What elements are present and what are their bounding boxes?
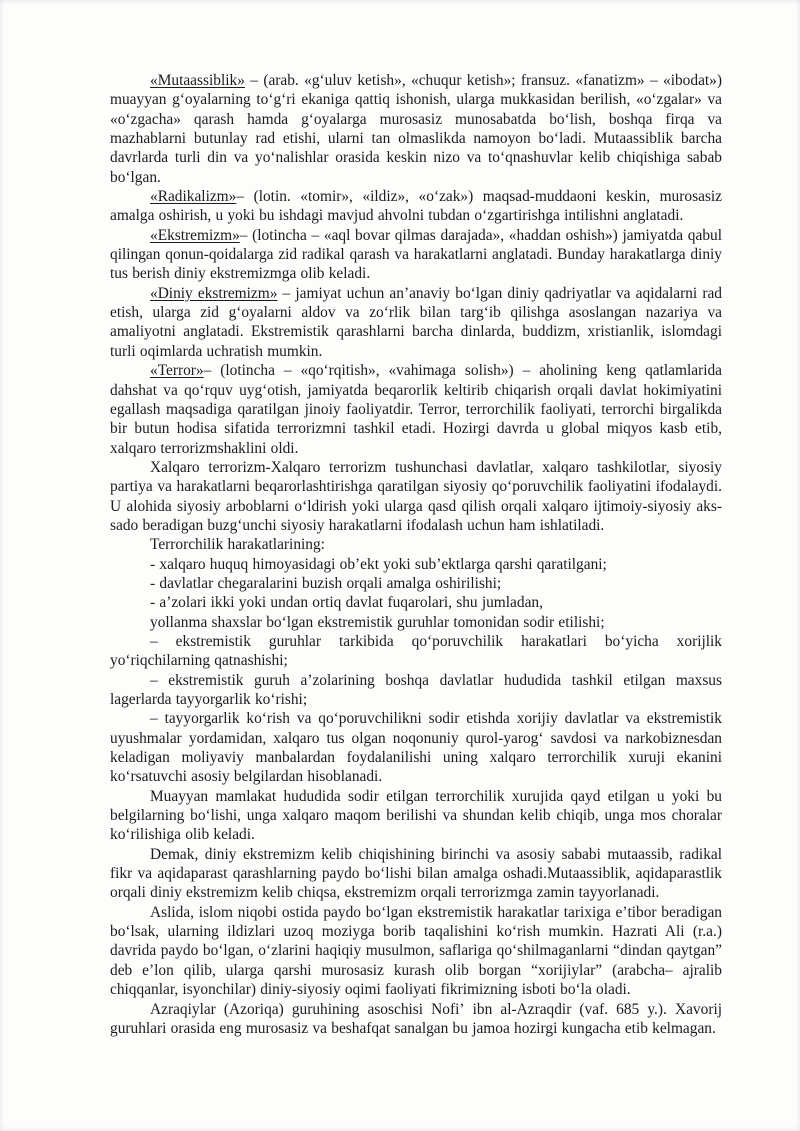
paragraph: Xalqaro terrorizm-Xalqaro terrorizm tushunchasi davlatlar, xalqaro tashkilotlar, siyosiy partiya va harakatlarni beqarorlashtirishga qaratilgan siyosiy qoʻporuvchilik faoliyatini ifodalaydi. U alohida siyosiy arboblarni oʻldirish yoki ularga qasd qilish orqali xalqaro ijtimoiy-siyosiy aks-sado beradigan buzgʻunchi siyosiy harakatlarni ifodalash uchun ham ishlatiladi. — [110, 458, 722, 534]
underlined-term: «Terror» — [150, 362, 204, 380]
underlined-term: «Diniy ekstremizm» — [150, 284, 278, 302]
underlined-term: «Radikalizm» — [150, 188, 237, 206]
paragraph: Terrorchilik harakatlarining: — [150, 536, 325, 554]
paragraph: Muayyan mamlakat hududida sodir etilgan terrorchilik xurujida qayd etilgan u yoki bu belgilarning boʻlishi, unga xalqaro maqom berilishi va shundan kelib chiqib, unga mos choralar koʻrilishiga olib keladi. — [110, 787, 722, 844]
paragraph: - xalqaro huquq himoyasidagi obʼekt yoki subʼektlarga qarshi qaratilgani; — [150, 555, 607, 573]
underlined-term: «Ekstremizm» — [150, 226, 240, 244]
paragraph: Azraqiylar (Azoriqa) guruhining asoschisi Nofiʼ ibn al-Azraqdir (vaf. 685 y.). Xavorij guruhlari orasida eng murosasiz va beshafqat sanalgan bu jamoa hozirgi kungacha etib kelmagan. — [110, 1000, 722, 1037]
underlined-term: «Mutaassiblik» — [150, 72, 245, 89]
paragraph: «Diniy ekstremizm» – jamiyat uchun anʼanaviy boʻlgan diniy qadriyatlar va aqidalarni rad etish, ularga zid gʻoyalarni aldov va zoʻrlik bilan targʻib qilishga asoslangan nazariya va amaliyotni anglatadi. Ekstremistik qarashlarni barcha dinlarda, buddizm, xristianlik, islomdagi turli oqimlarda uchratish mumkin. — [110, 284, 722, 360]
paragraph: Aslida, islom niqobi ostida paydo boʻlgan ekstremistik harakatlar tarixiga eʼtibor beradigan boʻlsak, ularning ildizlari uzoq moziyga borib taqalishini koʻrish mumkin. Hazrati Ali (r.a.) davrida paydo boʻlgan, oʻzlarini haqiqiy musulmon, saflariga qoʻshilmaganlarni “dindan qaytgan” deb eʼlon qilib, ularga qarshi murosasiz kurash olib borgan “xorijiylar” (arabcha– ajralib chiqqanlar, isyonchilar) diniy-siyosiy oqimi faoliyati fikrimizning isboti boʻla oladi. — [110, 903, 722, 999]
paragraph: «Mutaassiblik» – (arab. «gʻuluv ketish», «chuqur ketish»; fransuz. «fanatizm» – «ibodat») muayyan gʻoyalarning toʻgʻri ekaniga qattiq ishonish, ularga mukkasidan berilish, «oʻzgalar» va «oʻzgacha» qarash hamda gʻoyalarga murosasiz munosabatda boʻlish, boshqa firqa va mazhablarni butunlay rad etishi, ularni tan olmaslikda namoyon boʻladi. Mutaassiblik barcha davrlarda turli din va yoʻnalishlar orasida keskin nizo va toʻqnashuvlar kelib chiqishiga sabab boʻlgan. — [110, 72, 722, 186]
paragraph: Demak, diniy ekstremizm kelib chiqishining birinchi va asosiy sababi mutaassib, radikal fikr va aqidaparast qarashlarning paydo boʻlishi bilan amalga oshadi.Mutaassiblik, aqidaparastlik orqali diniy ekstremizm kelib chiqsa, ekstremizm orqali terrorizmga zamin tayyorlanadi. — [110, 845, 722, 902]
paragraph: yollanma shaxslar boʻlgan ekstremistik guruhlar tomonidan sodir etilishi; — [150, 613, 605, 631]
document-body — [110, 71, 722, 1038]
paragraph: - davlatlar chegaralarini buzish orqali amalga oshirilishi; — [150, 574, 502, 592]
paragraph: – tayyorgarlik koʻrish va qoʻporuvchilikni sodir etishda xorijiy davlatlar va ekstremistik uyushmalar yordamidan, xalqaro tus olgan noqonuniy qurol-yarogʻ savdosi va narkobiznesdan keladigan moliyaviy manbalardan foydalanilishi uning xalqaro terrorchilik xuruji ekanini koʻrsatuvchi asosiy belgilardan hisoblanadi. — [110, 710, 722, 786]
paragraph: – ekstremistik guruhlar tarkibida qoʻporuvchilik harakatlari boʻyicha xorijlik yoʻriqchilarning qatnashishi; — [110, 632, 722, 670]
paragraph: «Radikalizm»– (lotin. «tomir», «ildiz», «oʻzak») maqsad-muddaoni keskin, murosasiz amalga oshirish, u yoki bu ishdagi mavjud ahvolni tubdan oʻzgartirishga intilishni anglatadi. — [110, 188, 722, 225]
paragraph: «Terror»– (lotincha – «qoʻrqitish», «vahimaga solish») – aholining keng qatlamlarida dahshat va qoʻrquv uygʻotish, jamiyatda beqarorlik keltirib chiqarish orqali davlat hokimiyatini egallash maqsadiga qaratilgan jinoiy faoliyatdir. Terror, terrorchilik faoliyati, terrorchi birgalikda bir butun hodisa sifatida terrorizmni tashkil etadi. Hozirgi davrda u global miqyos kasb etib, xalqaro terrorizmshaklini oldi. — [110, 362, 722, 457]
paragraph: - aʼzolari ikki yoki undan ortiq davlat fuqarolari, shu jumladan, — [150, 594, 543, 612]
paragraph: – ekstremistik guruh aʼzolarining boshqa davlatlar hududida tashkil etilgan maxsus lagerlarda tayyorgarlik koʻrishi; — [110, 671, 722, 708]
paragraph: «Ekstremizm»– (lotincha – «aql bovar qilmas darajada», «haddan oshish») jamiyatda qabul qilingan qonun-qoidalarga zid radikal qarash va harakatlarni anglatadi. Bunday harakatlarga diniy tus berish diniy ekstremizmga olib keladi. — [110, 226, 722, 283]
